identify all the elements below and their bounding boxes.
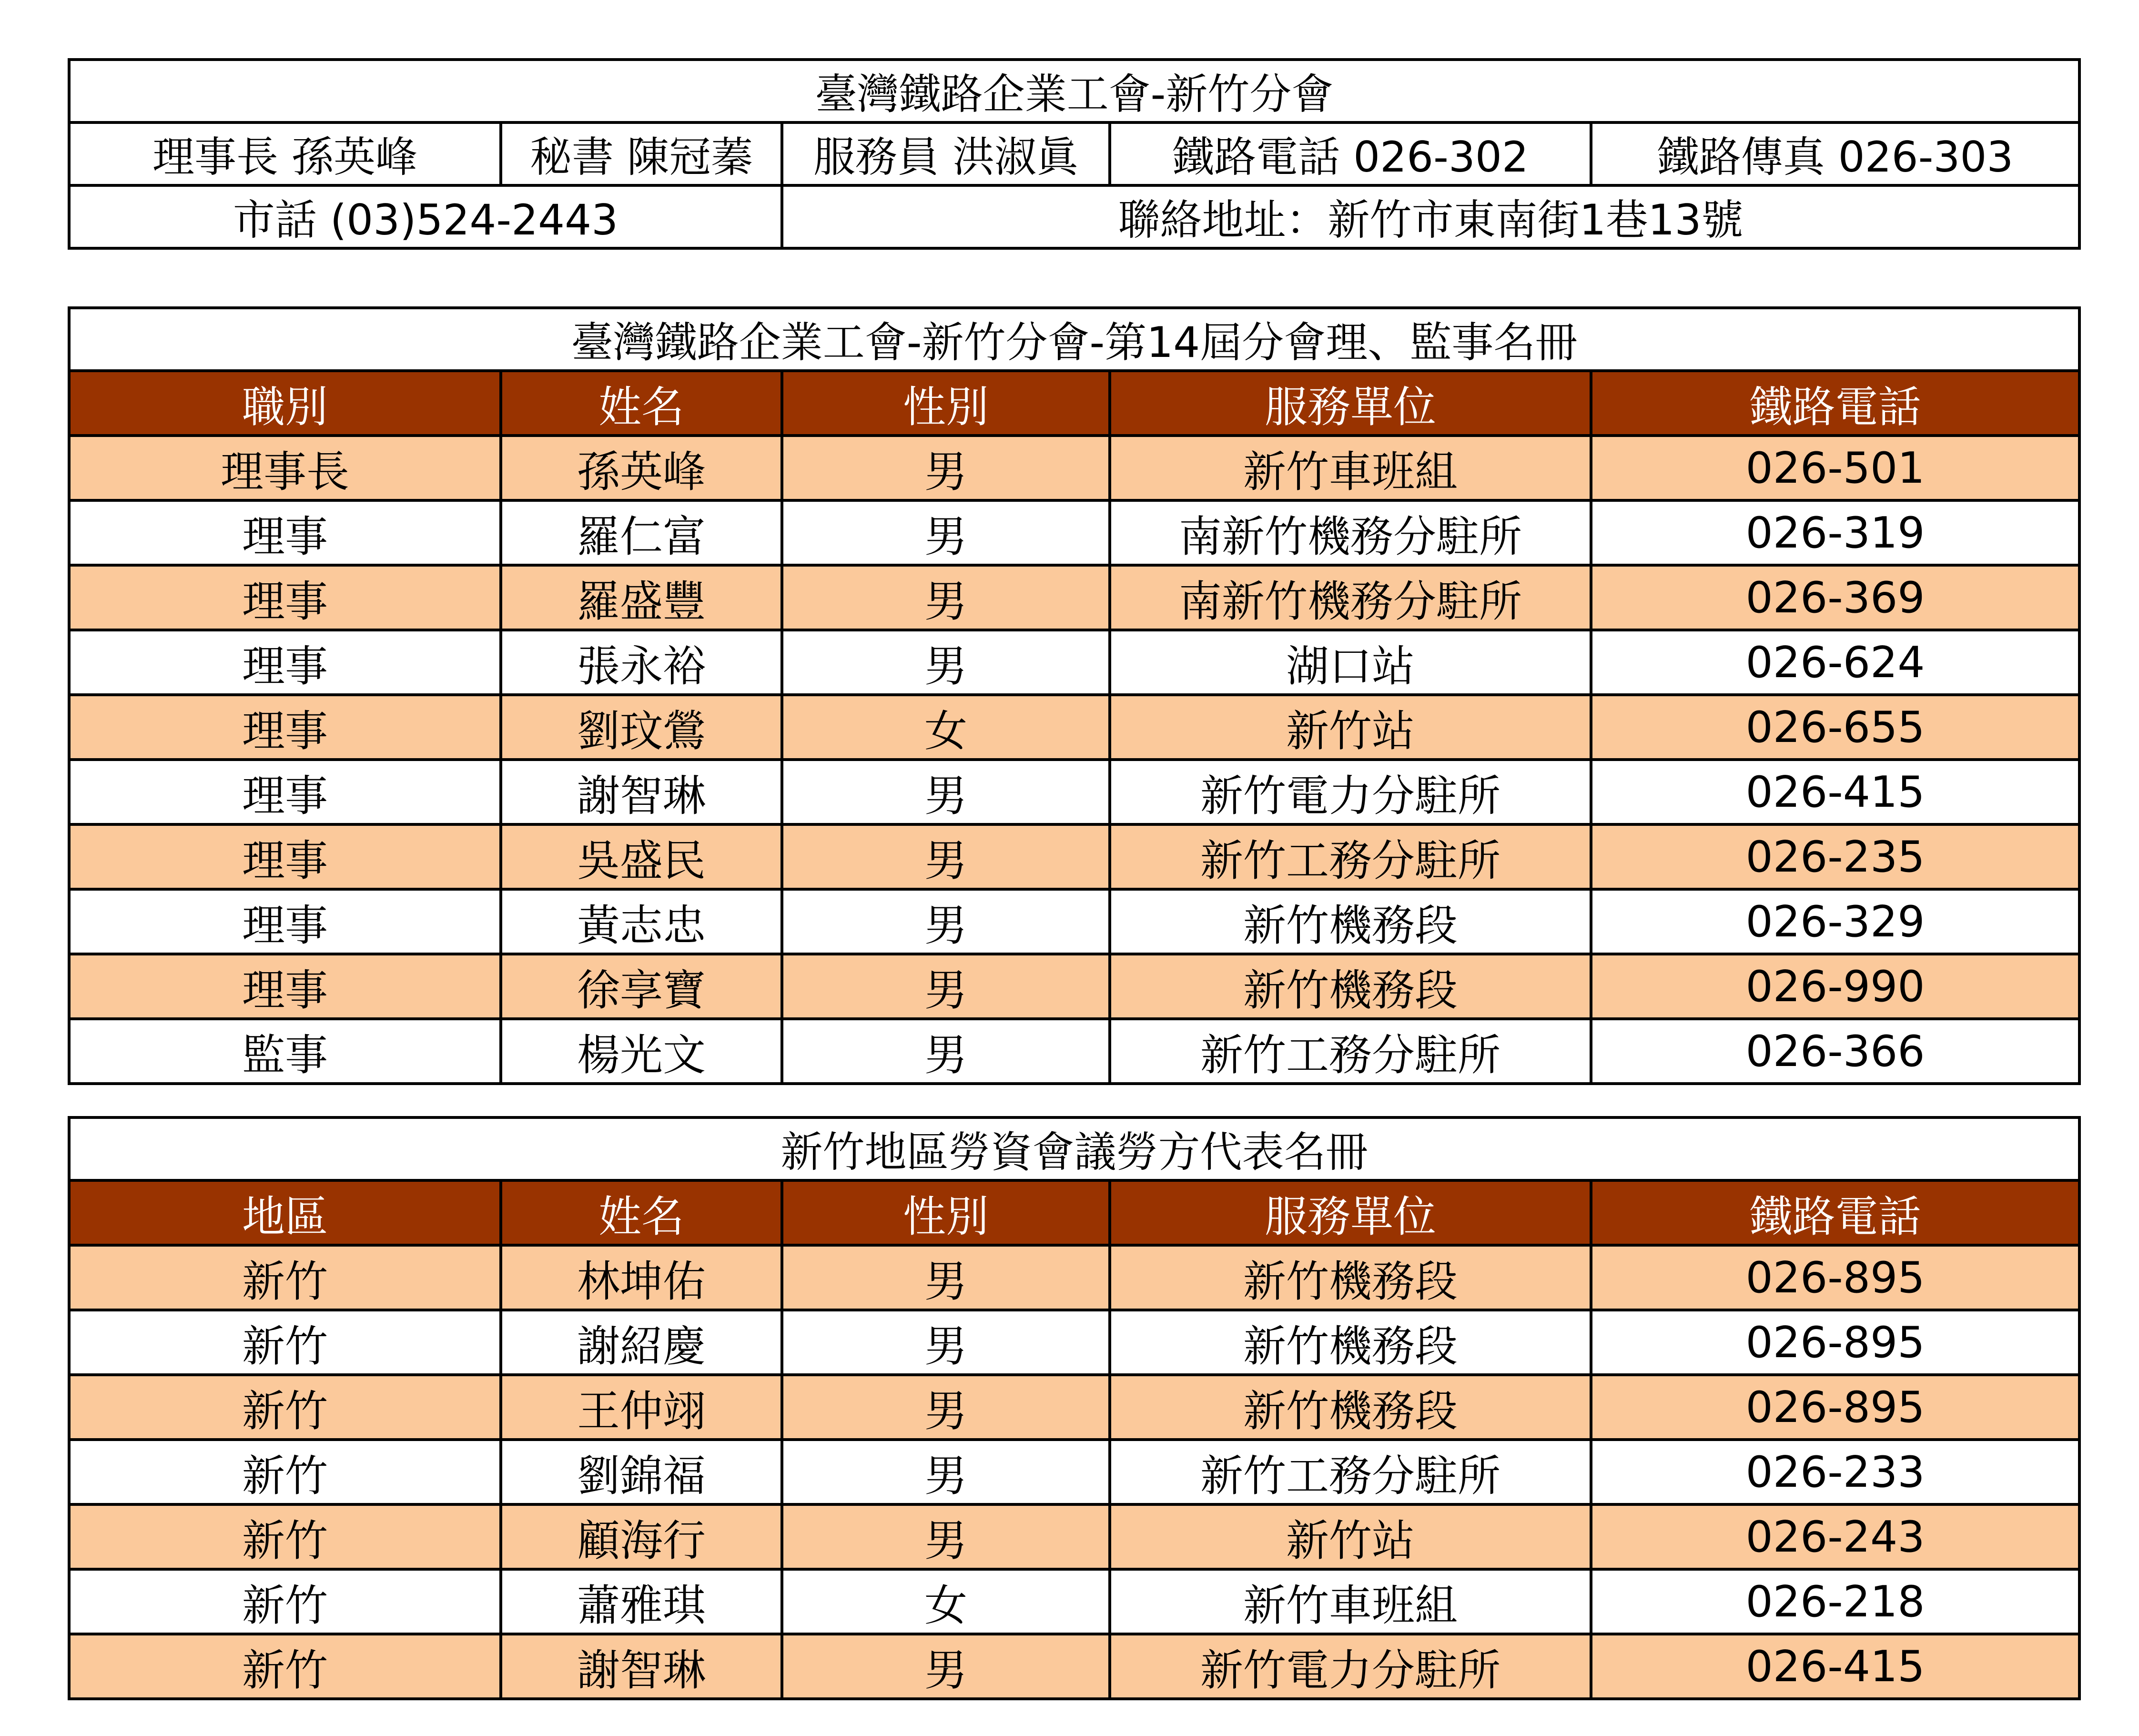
table-row — [69, 1634, 2079, 1699]
chairman-cell: 理事長 孫英峰 — [69, 122, 501, 185]
railway-phone-cell: 026-366 — [1591, 1019, 2079, 1084]
name-cell: 羅仁富 — [501, 500, 782, 565]
unit-cell: 新竹站 — [1110, 695, 1591, 760]
unit-cell: 湖口站 — [1110, 630, 1591, 695]
column-header: 服務單位 — [1110, 371, 1591, 436]
column-header: 職別 — [69, 371, 501, 436]
gender-cell: 男 — [782, 500, 1110, 565]
gender-cell: 男 — [782, 1310, 1110, 1375]
table-row — [69, 695, 2079, 760]
name-cell: 劉玟鶯 — [501, 695, 782, 760]
unit-cell: 新竹工務分駐所 — [1110, 1019, 1591, 1084]
railway-phone-cell: 026-329 — [1591, 889, 2079, 954]
contact-title-row — [69, 60, 2079, 122]
table-row — [69, 1440, 2079, 1504]
table-row — [69, 1310, 2079, 1375]
table-row — [69, 954, 2079, 1019]
unit-cell: 新竹機務段 — [1110, 1245, 1591, 1310]
unit-cell: 新竹機務段 — [1110, 1310, 1591, 1375]
railway-phone-cell: 026-415 — [1591, 1634, 2079, 1699]
role-or-region-cell: 理事長 — [69, 436, 501, 500]
name-cell: 黃志忠 — [501, 889, 782, 954]
name-cell: 顧海行 — [501, 1504, 782, 1569]
role-or-region-cell: 監事 — [69, 1019, 501, 1084]
name-cell: 謝智琳 — [501, 760, 782, 824]
unit-cell: 南新竹機務分駐所 — [1110, 500, 1591, 565]
gender-cell: 男 — [782, 1245, 1110, 1310]
railway-phone-cell: 026-319 — [1591, 500, 2079, 565]
table-row — [69, 1504, 2079, 1569]
council-roster-table — [68, 306, 2081, 1085]
name-cell: 孫英峰 — [501, 436, 782, 500]
unit-cell: 新竹機務段 — [1110, 1375, 1591, 1440]
role-or-region-cell: 新竹 — [69, 1634, 501, 1699]
contact-table — [68, 58, 2081, 250]
role-or-region-cell: 理事 — [69, 565, 501, 630]
unit-cell: 新竹電力分駐所 — [1110, 760, 1591, 824]
table-title: 新竹地區勞資會議勞方代表名冊 — [69, 1117, 2079, 1180]
name-cell: 羅盛豐 — [501, 565, 782, 630]
unit-cell: 新竹車班組 — [1110, 436, 1591, 500]
gender-cell: 女 — [782, 1569, 1110, 1634]
railway-phone-cell: 鐵路電話 026-302 — [1110, 122, 1591, 185]
table-title-row — [69, 308, 2079, 371]
column-header: 鐵路電話 — [1591, 1180, 2079, 1245]
unit-cell: 新竹車班組 — [1110, 1569, 1591, 1634]
table-row — [69, 760, 2079, 824]
role-or-region-cell: 新竹 — [69, 1569, 501, 1634]
column-header: 姓名 — [501, 1180, 782, 1245]
address-cell: 聯絡地址：新竹市東南街1巷13號 — [782, 185, 2079, 248]
gender-cell: 男 — [782, 630, 1110, 695]
unit-cell: 南新竹機務分駐所 — [1110, 565, 1591, 630]
contact-staff-row — [69, 122, 2079, 185]
role-or-region-cell: 理事 — [69, 500, 501, 565]
unit-cell: 新竹工務分駐所 — [1110, 1440, 1591, 1504]
role-or-region-cell: 新竹 — [69, 1245, 501, 1310]
name-cell: 謝紹慶 — [501, 1310, 782, 1375]
name-cell: 徐享寶 — [501, 954, 782, 1019]
role-or-region-cell: 新竹 — [69, 1504, 501, 1569]
railway-phone-cell: 026-895 — [1591, 1310, 2079, 1375]
role-or-region-cell: 理事 — [69, 630, 501, 695]
gender-cell: 男 — [782, 1504, 1110, 1569]
unit-cell: 新竹工務分駐所 — [1110, 824, 1591, 889]
column-header: 服務單位 — [1110, 1180, 1591, 1245]
railway-phone-cell: 026-243 — [1591, 1504, 2079, 1569]
table-row — [69, 436, 2079, 500]
contact-address-row — [69, 185, 2079, 248]
railway-phone-cell: 026-501 — [1591, 436, 2079, 500]
railway-phone-cell: 026-990 — [1591, 954, 2079, 1019]
gender-cell: 男 — [782, 1019, 1110, 1084]
table-title-row — [69, 1117, 2079, 1180]
unit-cell: 新竹機務段 — [1110, 954, 1591, 1019]
railway-phone-cell: 026-624 — [1591, 630, 2079, 695]
gender-cell: 男 — [782, 436, 1110, 500]
name-cell: 蕭雅琪 — [501, 1569, 782, 1634]
name-cell: 謝智琳 — [501, 1634, 782, 1699]
railway-phone-cell: 026-655 — [1591, 695, 2079, 760]
role-or-region-cell: 新竹 — [69, 1440, 501, 1504]
role-or-region-cell: 理事 — [69, 954, 501, 1019]
railway-phone-cell: 026-218 — [1591, 1569, 2079, 1634]
role-or-region-cell: 理事 — [69, 889, 501, 954]
gender-cell: 男 — [782, 954, 1110, 1019]
column-header: 性別 — [782, 371, 1110, 436]
gender-cell: 男 — [782, 565, 1110, 630]
column-header: 姓名 — [501, 371, 782, 436]
table-title: 臺灣鐵路企業工會-新竹分會-第14屆分會理、監事名冊 — [69, 308, 2079, 371]
city-phone-cell: 市話 (03)524-2443 — [69, 185, 782, 248]
table-row — [69, 889, 2079, 954]
name-cell: 林坤佑 — [501, 1245, 782, 1310]
table-row — [69, 630, 2079, 695]
table-row — [69, 1375, 2079, 1440]
name-cell: 王仲翊 — [501, 1375, 782, 1440]
table-header-row — [69, 371, 2079, 436]
table-row — [69, 1019, 2079, 1084]
railway-phone-cell: 026-235 — [1591, 824, 2079, 889]
role-or-region-cell: 新竹 — [69, 1310, 501, 1375]
railway-phone-cell: 026-895 — [1591, 1375, 2079, 1440]
unit-cell: 新竹站 — [1110, 1504, 1591, 1569]
gender-cell: 女 — [782, 695, 1110, 760]
contact-title: 臺灣鐵路企業工會-新竹分會 — [69, 60, 2079, 122]
railway-phone-cell: 026-895 — [1591, 1245, 2079, 1310]
gender-cell: 男 — [782, 824, 1110, 889]
table-row — [69, 1569, 2079, 1634]
column-header: 鐵路電話 — [1591, 371, 2079, 436]
railway-phone-cell: 026-233 — [1591, 1440, 2079, 1504]
unit-cell: 新竹電力分駐所 — [1110, 1634, 1591, 1699]
unit-cell: 新竹機務段 — [1110, 889, 1591, 954]
name-cell: 劉錦福 — [501, 1440, 782, 1504]
role-or-region-cell: 新竹 — [69, 1375, 501, 1440]
name-cell: 張永裕 — [501, 630, 782, 695]
name-cell: 楊光文 — [501, 1019, 782, 1084]
railway-phone-cell: 026-369 — [1591, 565, 2079, 630]
secretary-cell: 秘書 陳冠蓁 — [501, 122, 782, 185]
gender-cell: 男 — [782, 760, 1110, 824]
column-header: 地區 — [69, 1180, 501, 1245]
railway-phone-cell: 026-415 — [1591, 760, 2079, 824]
gender-cell: 男 — [782, 1375, 1110, 1440]
table-row — [69, 565, 2079, 630]
table-row — [69, 500, 2079, 565]
table-row — [69, 1245, 2079, 1310]
gender-cell: 男 — [782, 889, 1110, 954]
role-or-region-cell: 理事 — [69, 695, 501, 760]
column-header: 性別 — [782, 1180, 1110, 1245]
role-or-region-cell: 理事 — [69, 760, 501, 824]
table-row — [69, 824, 2079, 889]
table-header-row — [69, 1180, 2079, 1245]
gender-cell: 男 — [782, 1634, 1110, 1699]
staff-cell: 服務員 洪淑眞 — [782, 122, 1110, 185]
labor-representatives-table — [68, 1116, 2081, 1700]
railway-fax-cell: 鐵路傳真 026-303 — [1591, 122, 2079, 185]
gender-cell: 男 — [782, 1440, 1110, 1504]
name-cell: 吳盛民 — [501, 824, 782, 889]
role-or-region-cell: 理事 — [69, 824, 501, 889]
